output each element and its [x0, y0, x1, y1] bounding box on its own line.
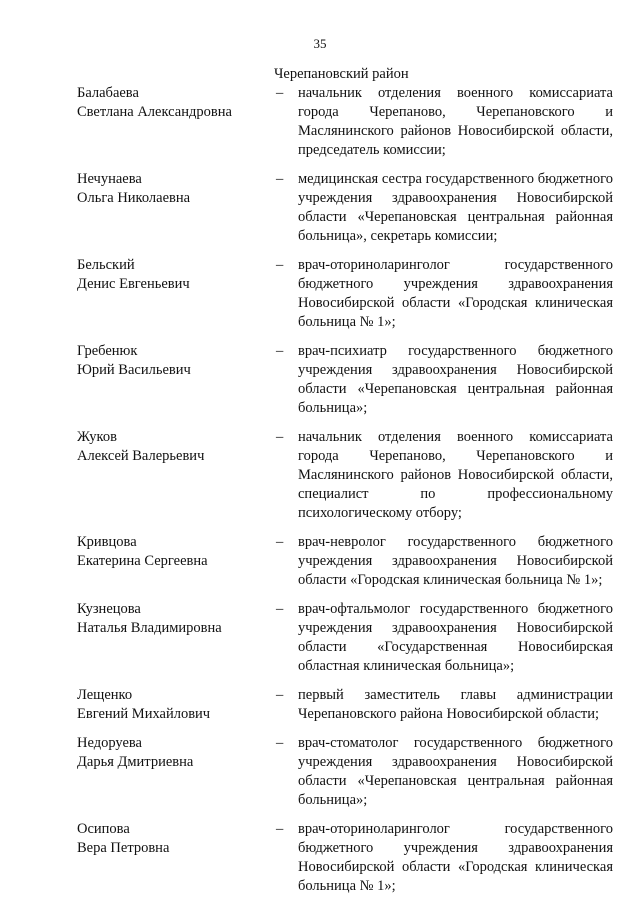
member-given-names: Екатерина Сергеевна: [77, 553, 208, 569]
member-entry: [77, 84, 613, 160]
member-surname: Бельский: [77, 257, 135, 273]
member-name: [77, 533, 276, 590]
entry-dash: –: [276, 171, 284, 187]
member-entry: [77, 533, 613, 590]
entry-dash: –: [276, 343, 284, 359]
member-name: [77, 256, 276, 332]
member-name: [77, 428, 276, 523]
member-description: медицинская сестра государственного бюджетного учреждения здравоохранения Новосибирской области «Черепановская центральная районная больница», секретарь комиссии;: [298, 171, 613, 244]
member-description: врач-стоматолог государственного бюджетного учреждения здравоохранения Новосибирской области «Черепановская центральная районная больница»;: [298, 735, 613, 808]
member-description: врач-психиатр государственного бюджетного учреждения здравоохранения Новосибирской области «Черепановская центральная районная больница»;: [298, 343, 613, 416]
member-description: врач-невролог государственного бюджетного учреждения здравоохранения Новосибирской области «Городская клиническая больница № 1»;: [298, 534, 613, 588]
member-name: [77, 170, 276, 246]
member-description: начальник отделения военного комиссариата города Черепаново, Черепановского и Маслянинского районов Новосибирской области, председатель комиссии;: [298, 85, 613, 158]
page-number: 35: [313, 36, 327, 51]
member-entry: [77, 734, 613, 810]
member-description: первый заместитель главы администрации Черепановского района Новосибирской области;: [298, 687, 613, 722]
entry-dash: –: [276, 429, 284, 445]
entry-dash: –: [276, 601, 284, 617]
member-name: [77, 342, 276, 418]
member-surname: Балабаева: [77, 85, 139, 101]
entry-dash: –: [276, 821, 284, 837]
member-entry: [77, 170, 613, 246]
member-given-names: Вера Петровна: [77, 840, 170, 856]
member-given-names: Евгений Михайлович: [77, 706, 211, 722]
member-surname: Осипова: [77, 821, 130, 837]
district-heading: Черепановский район: [274, 66, 409, 82]
entry-dash: –: [276, 687, 284, 703]
member-surname: Лещенко: [77, 687, 133, 703]
member-name: [77, 686, 276, 724]
member-surname: Гребенюк: [77, 343, 138, 359]
member-description: врач-оториноларинголог государственного бюджетного учреждения здравоохранения Новосибирской области «Городская клиническая больница № 1»;: [298, 821, 613, 894]
member-description: начальник отделения военного комиссариата города Черепаново, Черепановского и Маслянинского районов Новосибирской области, специалист по профессиональному психологическому отбору;: [298, 429, 613, 521]
member-given-names: Наталья Владимировна: [77, 620, 222, 636]
entry-dash: –: [276, 257, 284, 273]
member-given-names: Денис Евгеньевич: [77, 276, 190, 292]
member-name: [77, 734, 276, 810]
member-name: [77, 820, 276, 896]
member-given-names: Юрий Васильевич: [77, 362, 191, 378]
member-entry: [77, 686, 613, 724]
entry-dash: –: [276, 534, 284, 550]
member-surname: Недоруева: [77, 735, 142, 751]
member-given-names: Светлана Александровна: [77, 104, 232, 120]
member-entry: [77, 256, 613, 332]
member-surname: Кривцова: [77, 534, 137, 550]
member-given-names: Ольга Николаевна: [77, 190, 191, 206]
member-name: [77, 600, 276, 676]
member-surname: Нечунаева: [77, 171, 142, 187]
member-entry: [77, 342, 613, 418]
member-given-names: Алексей Валерьевич: [77, 448, 205, 464]
entry-dash: –: [276, 85, 284, 101]
member-description: врач-оториноларинголог государственного бюджетного учреждения здравоохранения Новосибирской области «Городская клиническая больница № 1»;: [298, 257, 613, 330]
member-description: врач-офтальмолог государственного бюджетного учреждения здравоохранения Новосибирской области «Государственная Новосибирская областная клиническая больница»;: [298, 601, 613, 674]
entry-dash: –: [276, 735, 284, 751]
member-entry: [77, 428, 613, 523]
member-surname: Кузнецова: [77, 601, 141, 617]
commission-member-list: [77, 84, 613, 906]
member-surname: Жуков: [77, 429, 117, 445]
member-name: [77, 84, 276, 160]
member-entry: [77, 600, 613, 676]
member-entry: [77, 820, 613, 896]
member-given-names: Дарья Дмитриевна: [77, 754, 194, 770]
